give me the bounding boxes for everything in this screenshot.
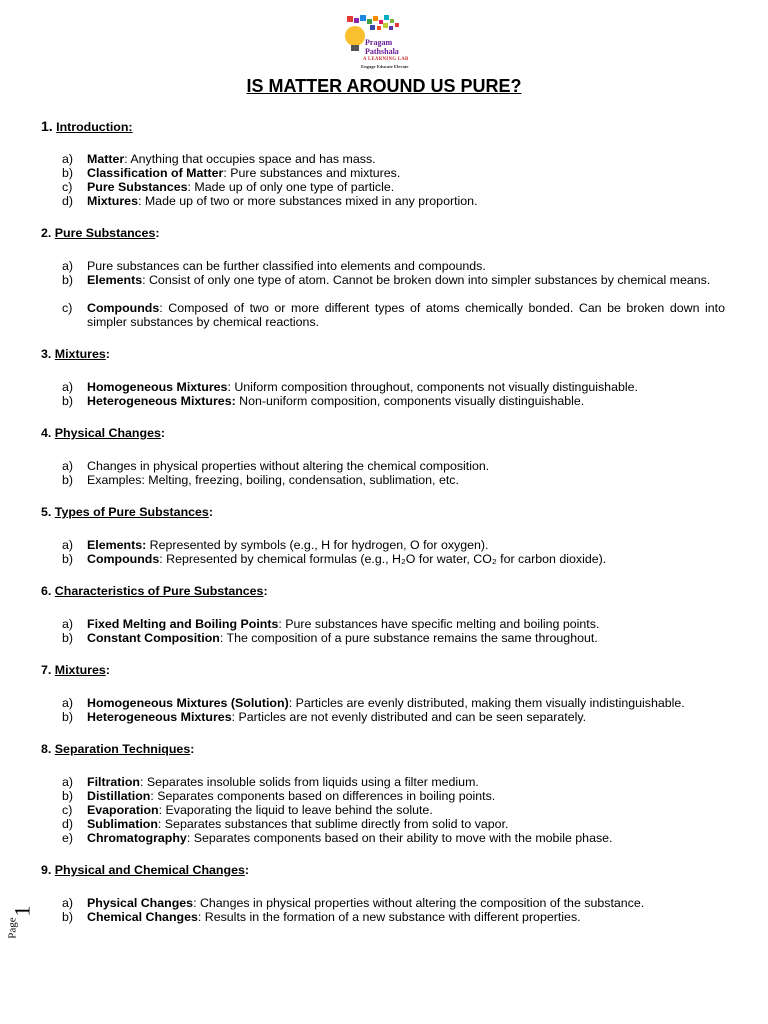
list-item: a) Changes in physical properties without altering the chemical composition. — [62, 459, 490, 473]
list-item: b) Heterogeneous Mixtures: Particles are not evenly distributed and can be seen separately. — [62, 710, 587, 724]
list-item: d) Sublimation: Separates substances that sublime directly from solid to vapor. — [62, 817, 509, 831]
section-heading: Physical and Chemical Changes — [54, 863, 245, 877]
list-item: e) Chromatography: Separates components based on their ability to move with the mobile phase. — [62, 831, 613, 845]
list-item: a) Matter: Anything that occupies space and has mass. — [62, 152, 376, 166]
list-item: b) Elements: Consist of only one type of atom. Cannot be broken down into simpler substances by chemical means. — [62, 273, 711, 287]
section-types-of-pure-substances: 5. Types of Pure Substances: — [41, 505, 213, 519]
section-heading: Separation Techniques — [54, 742, 191, 756]
list-item: a) Homogeneous Mixtures (Solution): Particles are evenly distributed, making them visually indistinguishable. — [62, 696, 685, 710]
page-title: IS MATTER AROUND US PURE? — [246, 76, 522, 96]
list-item: c) Compounds: Composed of two or more different types of atoms chemically bonded. Can be broken down into simpler substances by chemical reactions. — [62, 301, 725, 329]
section-number: 8. — [41, 742, 52, 756]
section-heading: Physical Changes — [54, 426, 161, 440]
page-number: 1 — [9, 905, 35, 917]
logo-line2: Pathshala — [365, 47, 399, 56]
list-item: a) Elements: Represented by symbols (e.g., H for hydrogen, O for oxygen). — [62, 538, 489, 552]
logo-tagline: Engage Educate Elevate — [361, 64, 409, 69]
list-item: a) Filtration: Separates insoluble solids from liquids using a filter medium. — [62, 775, 479, 789]
logo-line1: Pragam — [365, 38, 393, 47]
section-introduction — [41, 118, 133, 134]
section-heading: Introduction: — [56, 120, 133, 134]
section-number: 5. — [41, 505, 52, 519]
section-heading: Types of Pure Substances — [54, 505, 209, 519]
section-physical-chemical-changes: 9. Physical and Chemical Changes: — [41, 863, 249, 877]
section-mixtures: 3. Mixtures: — [41, 347, 110, 361]
section-physical-changes: 4. Physical Changes: — [41, 426, 165, 440]
section-number: 1. — [41, 118, 53, 134]
list-item: b) Compounds: Represented by chemical formulas (e.g., H₂O for water, CO₂ for carbon dioxide). — [62, 552, 607, 566]
list-item: a) Physical Changes: Changes in physical properties without altering the composition of the substance. — [62, 896, 645, 910]
list-item: b) Classification of Matter: Pure substances and mixtures. — [62, 166, 401, 180]
section-separation-techniques: 8. Separation Techniques: — [41, 742, 195, 756]
list-item: d) Mixtures: Made up of two or more substances mixed in any proportion. — [62, 194, 478, 208]
list-item: b) Distillation: Separates components based on differences in boiling points. — [62, 789, 496, 803]
list-item: a) Pure substances can be further classified into elements and compounds. — [62, 259, 486, 273]
section-number: 7. — [41, 663, 52, 677]
section-number: 2. — [41, 226, 52, 240]
list-item: c) Pure Substances: Made up of only one type of particle. — [62, 180, 395, 194]
logo-line3: A LEARNING LAB — [363, 57, 409, 62]
list-item: b) Constant Composition: The composition of a pure substance remains the same throughout. — [62, 631, 598, 645]
section-number: 3. — [41, 347, 52, 361]
section-number: 4. — [41, 426, 52, 440]
section-heading: Pure Substances — [54, 226, 156, 240]
section-heading: Mixtures — [54, 663, 106, 677]
list-item: a) Fixed Melting and Boiling Points: Pure substances have specific melting and boiling points. — [62, 617, 600, 631]
list-item: b) Examples: Melting, freezing, boiling, condensation, sublimation, etc. — [62, 473, 459, 487]
list-item: c) Evaporation: Evaporating the liquid to leave behind the solute. — [62, 803, 433, 817]
page-number-marker — [8, 904, 40, 950]
section-number: 9. — [41, 863, 52, 877]
section-mixtures-2: 7. Mixtures: — [41, 663, 110, 677]
section-heading: Mixtures — [54, 347, 106, 361]
pragam-pathshala-logo — [343, 14, 415, 72]
list-item: b) Heterogeneous Mixtures: Non-uniform composition, components visually distinguishable. — [62, 394, 585, 408]
section-pure-substances: 2. Pure Substances: — [41, 226, 160, 240]
list-item: b) Chemical Changes: Results in the formation of a new substance with different properties. — [62, 910, 581, 924]
page-label: Page — [6, 917, 19, 939]
section-heading: Characteristics of Pure Substances — [54, 584, 264, 598]
section-number: 6. — [41, 584, 52, 598]
list-item: a) Homogeneous Mixtures: Uniform composition throughout, components not visually distinguishable. — [62, 380, 638, 394]
section-characteristics: 6. Characteristics of Pure Substances: — [41, 584, 268, 598]
